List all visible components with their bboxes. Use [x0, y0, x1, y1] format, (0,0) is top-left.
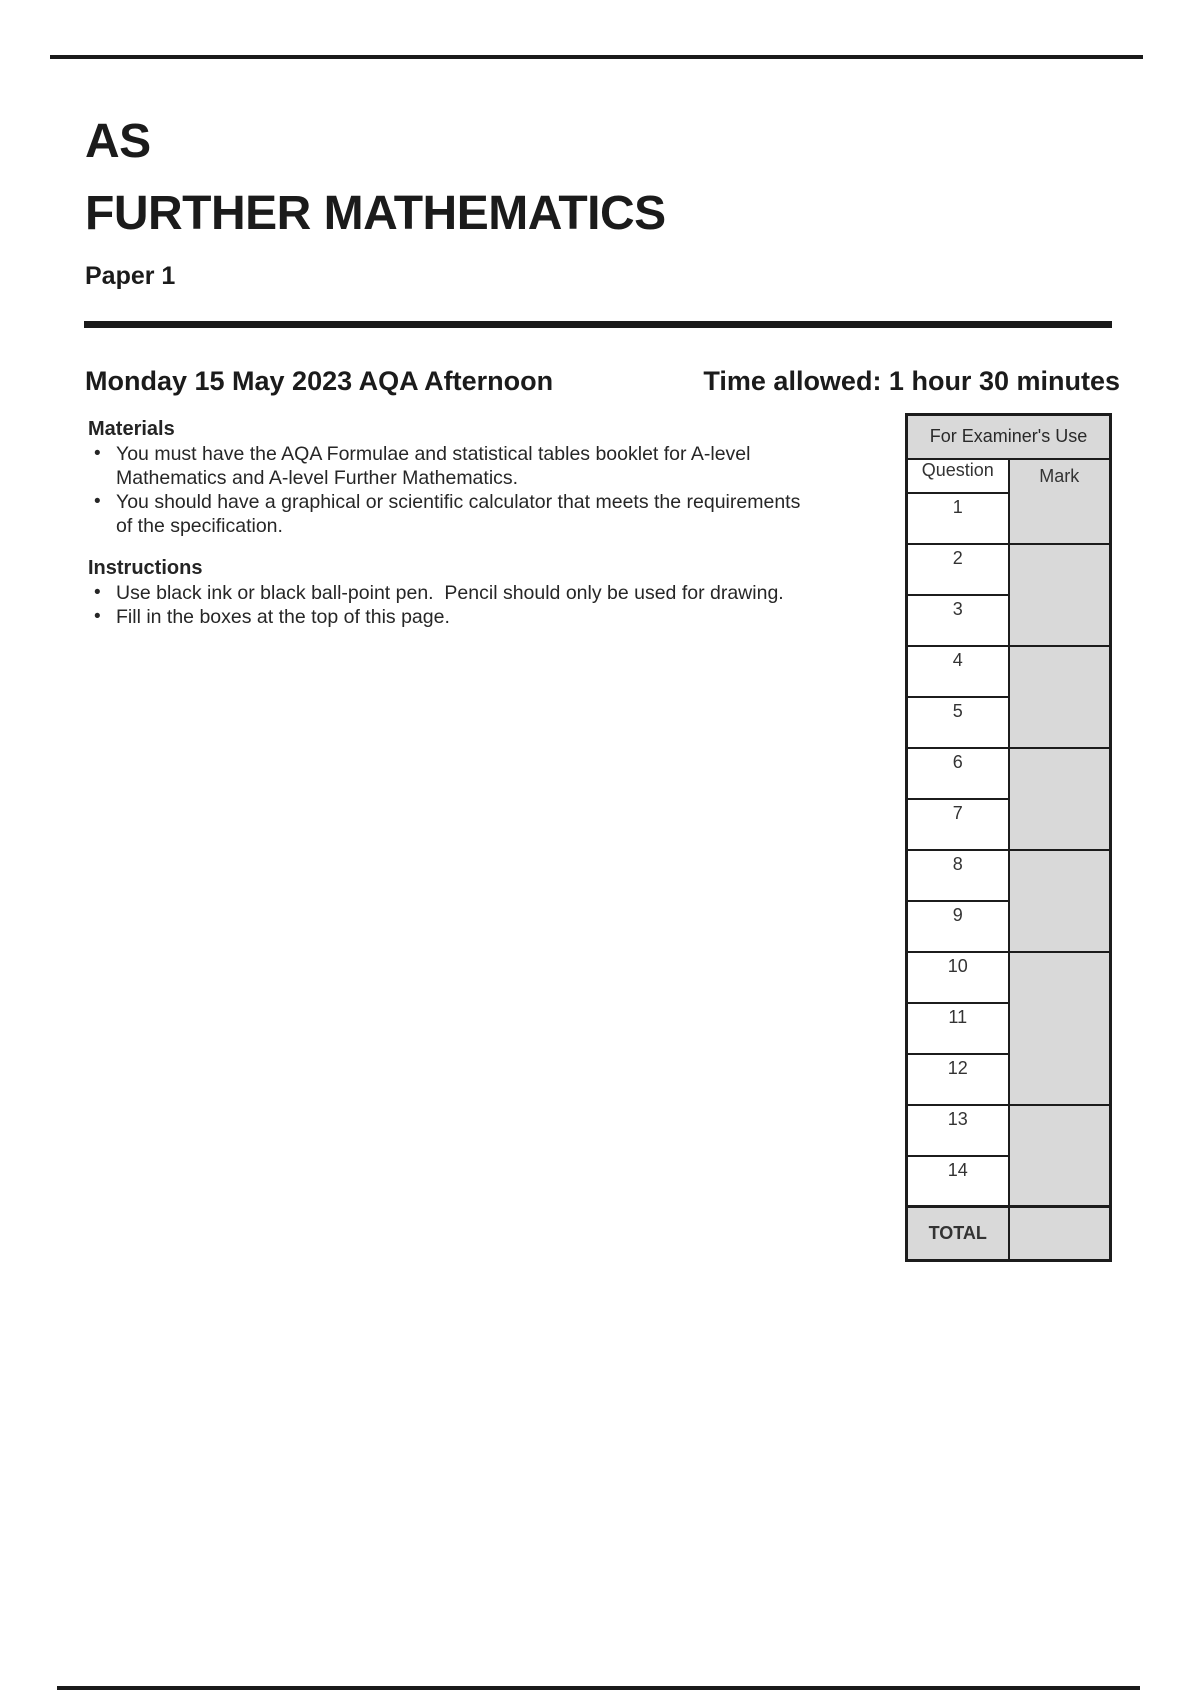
qualification-title: AS	[85, 115, 151, 168]
materials-item	[88, 490, 900, 538]
instructions-item-text: Use black ink or black ball-point pen. Pencil should only be used for drawing.	[116, 582, 784, 604]
mark-cell	[1009, 748, 1111, 850]
total-label-cell: TOTAL	[907, 1207, 1009, 1261]
time-allowed: Time allowed: 1 hour 30 minutes	[703, 366, 1120, 396]
mark-cell	[1009, 850, 1111, 952]
materials-item	[88, 442, 900, 490]
question-number-cell: 12	[907, 1054, 1009, 1105]
question-number-cell: 4	[907, 646, 1009, 697]
question-column-header: Question	[907, 459, 1009, 493]
question-number-cell: 1	[907, 493, 1009, 544]
mark-cell	[1009, 646, 1111, 748]
materials-section	[88, 417, 900, 538]
instructions-section	[88, 556, 900, 629]
bullet-icon: •	[94, 443, 101, 464]
instructions-item	[88, 605, 900, 629]
instructions-item-text: Fill in the boxes at the top of this page.	[116, 606, 450, 628]
mark-column-header: Mark	[1009, 459, 1111, 544]
instructions-list	[88, 581, 900, 629]
top-rule	[50, 55, 1143, 59]
question-number-cell: 10	[907, 952, 1009, 1003]
question-number-cell: 8	[907, 850, 1009, 901]
materials-item-text: You must have the AQA Formulae and statistical tables booklet for A-level	[116, 443, 751, 465]
materials-heading: Materials	[88, 418, 175, 440]
materials-item-text: You should have a graphical or scientific calculator that meets the requirements	[116, 491, 801, 513]
bottom-rule	[57, 1686, 1140, 1690]
subject-title: FURTHER MATHEMATICS	[85, 187, 666, 240]
total-mark-cell	[1009, 1207, 1111, 1261]
materials-list	[88, 442, 900, 538]
paper-number: Paper 1	[85, 262, 176, 290]
materials-item-text: of the specification.	[116, 515, 283, 537]
instructions-heading: Instructions	[88, 557, 203, 579]
mark-cell	[1009, 952, 1111, 1105]
question-number-cell: 13	[907, 1105, 1009, 1156]
exam-date-line: Monday 15 May 2023 AQA Afternoon	[85, 366, 554, 396]
mark-cell	[1009, 1105, 1111, 1207]
question-number-cell: 3	[907, 595, 1009, 646]
instructions-item	[88, 581, 900, 605]
bullet-icon: •	[94, 582, 101, 603]
question-number-cell: 11	[907, 1003, 1009, 1054]
question-number-cell: 7	[907, 799, 1009, 850]
masthead-divider-rule	[84, 321, 1112, 328]
examiner-table-title: For Examiner's Use	[907, 415, 1111, 459]
examiner-use-table	[905, 413, 1112, 1262]
bullet-icon: •	[94, 606, 101, 627]
question-number-cell: 9	[907, 901, 1009, 952]
question-number-cell: 6	[907, 748, 1009, 799]
question-number-cell: 14	[907, 1156, 1009, 1207]
mark-cell	[1009, 544, 1111, 646]
bullet-icon: •	[94, 491, 101, 512]
materials-item-text: Mathematics and A-level Further Mathematics.	[116, 467, 519, 489]
question-number-cell: 2	[907, 544, 1009, 595]
question-number-cell: 5	[907, 697, 1009, 748]
